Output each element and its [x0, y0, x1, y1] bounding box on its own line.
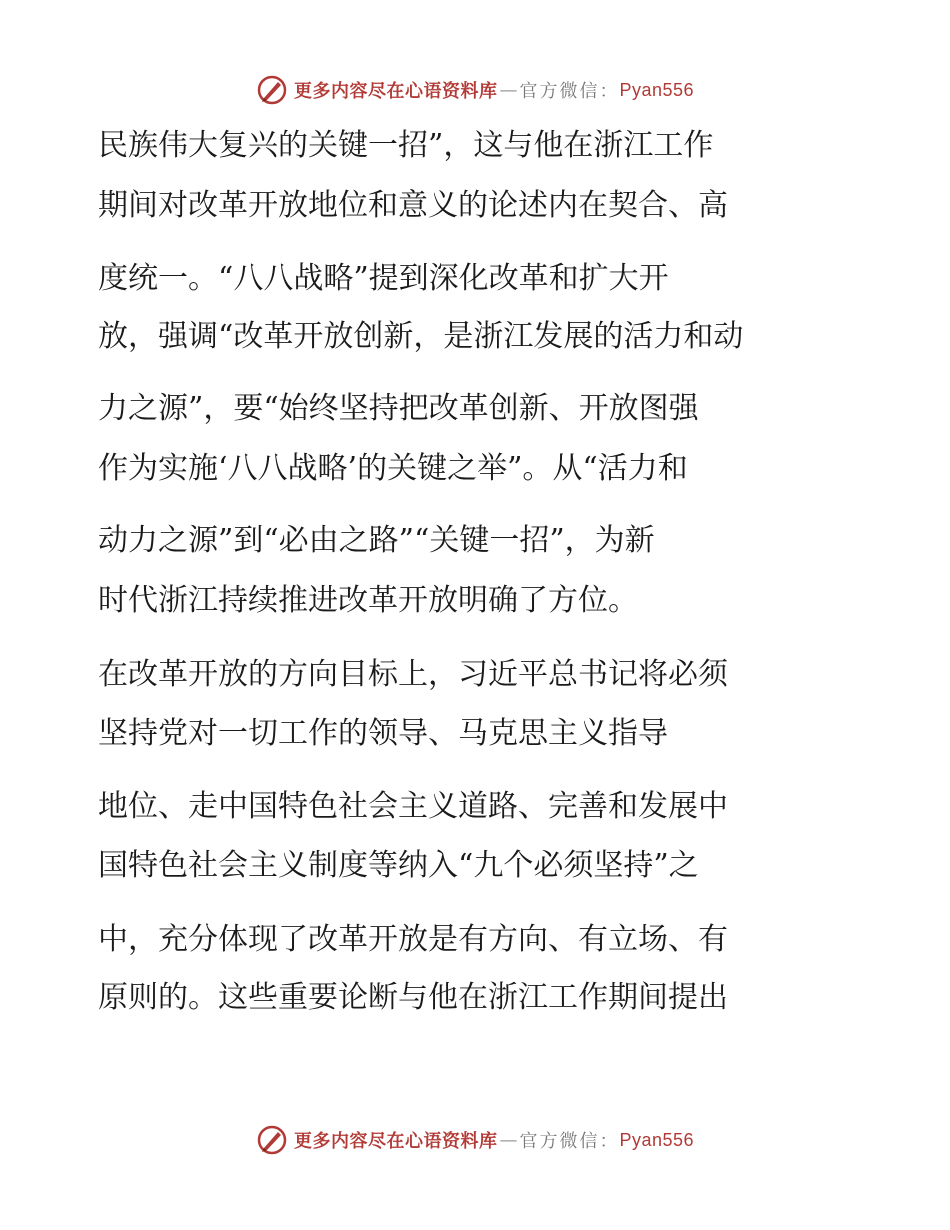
- watermark-prefix: 更多内容尽在心语资料库: [293, 81, 498, 102]
- footer-watermark: [0, 1120, 950, 1160]
- watermark-prefix: 更多内容尽在心语资料库: [293, 1131, 498, 1152]
- body-line-7: 动力之源”到“必由之路”“关键一招”，为新: [98, 523, 655, 558]
- quill-pen-logo-icon: [256, 74, 288, 106]
- body-line-2: 期间对改革开放地位和意义的论述内在契合、高: [98, 188, 728, 223]
- body-line-9: 在改革开放的方向目标上，习近平总书记将必须: [98, 657, 728, 692]
- watermark-wechat-id: Pyan556: [619, 79, 695, 100]
- body-line-11: 地位、走中国特色社会主义道路、完善和发展中: [98, 789, 728, 824]
- body-line-6: 作为实施‘八八战略’的关键之举”。从“活力和: [98, 451, 688, 486]
- header-watermark: [0, 70, 950, 110]
- body-line-10: 坚持党对一切工作的领导、马克思主义指导: [98, 716, 668, 751]
- body-line-8: 时代浙江持续推进改革开放明确了方位。: [98, 583, 638, 618]
- body-line-1: 民族伟大复兴的关键一招”，这与他在浙江工作: [98, 128, 714, 163]
- quill-pen-logo-icon: [256, 1124, 288, 1156]
- watermark-wechat-label: 官方微信：: [519, 1131, 620, 1152]
- watermark-dash: —: [499, 1129, 518, 1151]
- watermark-dash: —: [499, 79, 518, 101]
- body-line-3: 度统一。“八八战略”提到深化改革和扩大开: [98, 261, 669, 296]
- watermark-wechat-id: Pyan556: [619, 1129, 695, 1150]
- body-line-4: 放，强调“改革开放创新，是浙江发展的活力和动: [98, 319, 744, 354]
- body-line-5: 力之源”，要“始终坚持把改革创新、开放图强: [98, 391, 699, 426]
- body-line-13: 中，充分体现了改革开放是有方向、有立场、有: [98, 922, 728, 957]
- watermark-wechat-label: 官方微信：: [519, 81, 620, 102]
- body-line-12: 国特色社会主义制度等纳入“九个必须坚持”之: [98, 848, 699, 883]
- body-line-14: 原则的。这些重要论断与他在浙江工作期间提出: [98, 980, 728, 1015]
